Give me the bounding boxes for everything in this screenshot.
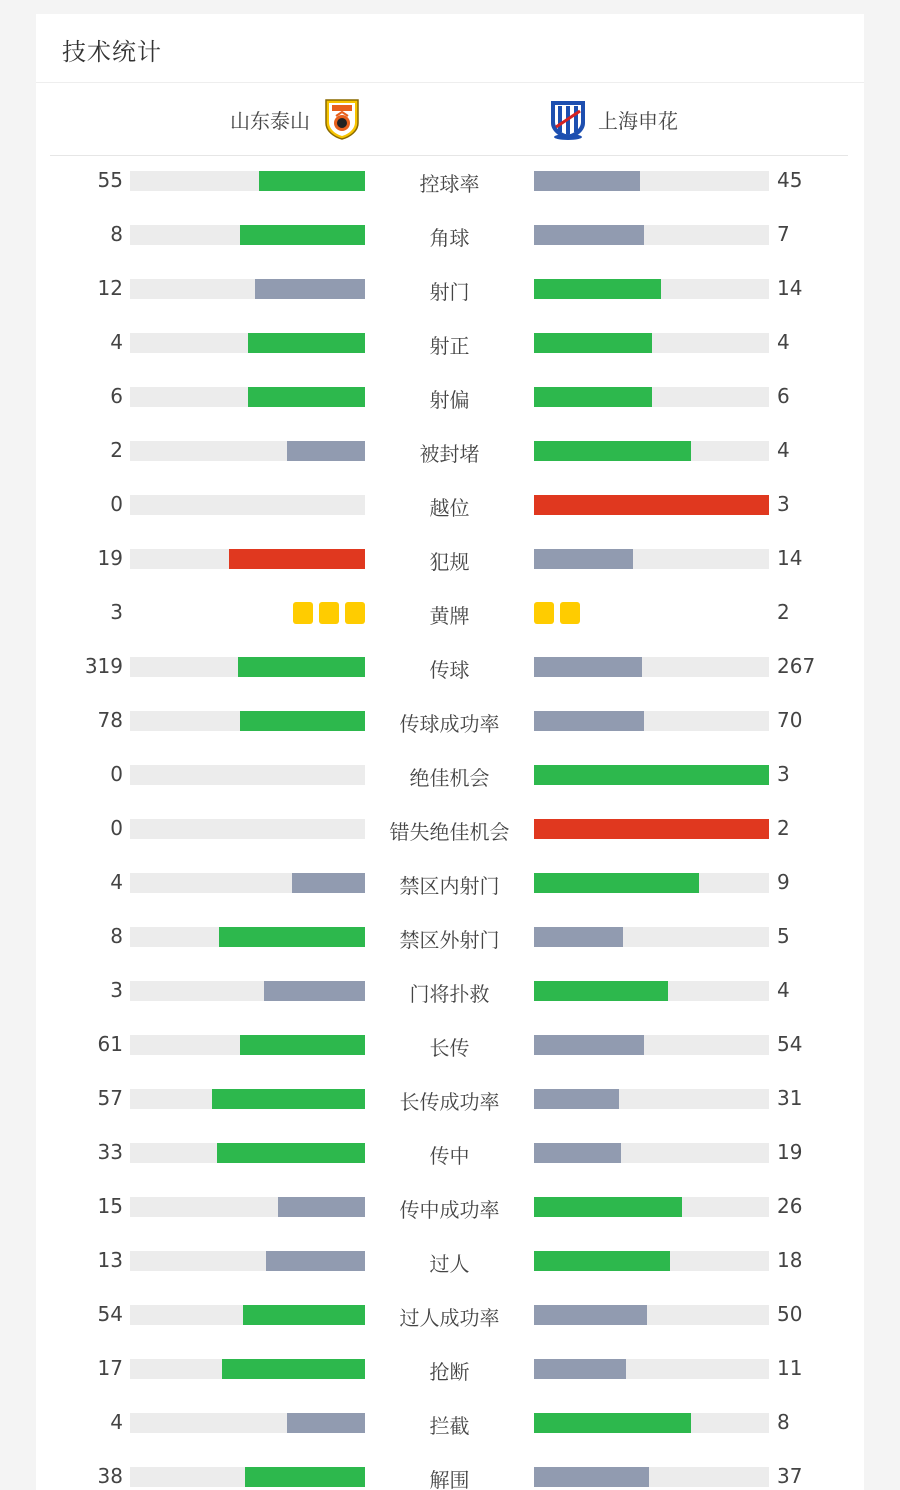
away-stat-bar-fill bbox=[534, 1089, 619, 1109]
stat-label: 禁区外射门 bbox=[399, 928, 500, 952]
away-stat-bar-track bbox=[534, 1035, 769, 1055]
home-stat-bar-fill bbox=[240, 225, 365, 245]
away-stat-bar-track bbox=[534, 765, 769, 785]
away-stat-bar-track bbox=[534, 1359, 769, 1379]
away-stat-value: 9 bbox=[777, 870, 790, 894]
away-stat-value: 70 bbox=[777, 708, 803, 732]
stat-label: 抢断 bbox=[429, 1360, 470, 1384]
stat-label: 过人成功率 bbox=[399, 1306, 500, 1330]
home-stat-value: 17 bbox=[97, 1356, 123, 1380]
home-stat-bar-track bbox=[130, 279, 365, 299]
home-stat-value: 0 bbox=[110, 492, 123, 516]
home-stat-value: 319 bbox=[84, 654, 123, 678]
home-stat-bar-track bbox=[130, 333, 365, 353]
away-stat-value: 4 bbox=[777, 330, 790, 354]
home-stat-bar-fill bbox=[278, 1197, 365, 1217]
away-stat-bar-track bbox=[534, 873, 769, 893]
stat-label: 长传 bbox=[429, 1036, 470, 1060]
home-stat-value: 6 bbox=[110, 384, 123, 408]
home-stat-bar-fill bbox=[229, 549, 365, 569]
away-stat-value: 31 bbox=[777, 1086, 803, 1110]
stat-row bbox=[36, 1396, 864, 1450]
home-stat-value: 2 bbox=[110, 438, 123, 462]
away-stat-bar-fill bbox=[534, 1413, 691, 1433]
away-stat-bar-track bbox=[534, 657, 769, 677]
home-stat-bar-track bbox=[130, 765, 365, 785]
home-stat-bar-fill bbox=[248, 387, 366, 407]
home-stat-value: 78 bbox=[97, 708, 123, 732]
away-stat-bar-fill bbox=[534, 1305, 647, 1325]
shanghai-shenhua-crest-icon bbox=[546, 97, 590, 141]
home-stat-bar-track bbox=[130, 1251, 365, 1271]
stat-label: 错失绝佳机会 bbox=[389, 820, 510, 844]
home-stat-bar-fill bbox=[238, 657, 365, 677]
away-stat-bar-track bbox=[534, 549, 769, 569]
home-stat-value: 4 bbox=[110, 870, 123, 894]
away-stat-value: 11 bbox=[777, 1356, 803, 1380]
away-stat-value: 2 bbox=[777, 600, 790, 624]
home-stat-bar-fill bbox=[266, 1251, 365, 1271]
teams-header bbox=[50, 83, 848, 156]
home-stat-bar-track bbox=[130, 1359, 365, 1379]
stat-row bbox=[36, 1018, 864, 1072]
stat-row bbox=[36, 910, 864, 964]
home-stat-bar-fill bbox=[240, 1035, 365, 1055]
home-stat-value: 8 bbox=[110, 924, 123, 948]
stat-row bbox=[36, 1234, 864, 1288]
away-stat-bar-fill bbox=[534, 657, 642, 677]
home-stat-bar-track bbox=[130, 819, 365, 839]
away-stat-value: 54 bbox=[777, 1032, 803, 1056]
home-stat-value: 0 bbox=[110, 816, 123, 840]
away-stat-value: 5 bbox=[777, 924, 790, 948]
home-stat-bar-track bbox=[130, 873, 365, 893]
stat-row bbox=[36, 694, 864, 748]
away-stat-value: 2 bbox=[777, 816, 790, 840]
away-stat-bar-fill bbox=[534, 549, 633, 569]
stat-row bbox=[36, 1072, 864, 1126]
away-stat-bar-track bbox=[534, 711, 769, 731]
home-stat-bar-track bbox=[130, 495, 365, 515]
home-stat-bar-fill bbox=[259, 171, 365, 191]
away-stat-value: 7 bbox=[777, 222, 790, 246]
shandong-taishan-crest-icon bbox=[320, 97, 364, 141]
away-stat-bar-fill bbox=[534, 279, 661, 299]
home-stat-bar-track bbox=[130, 1143, 365, 1163]
home-stat-bar-track bbox=[130, 657, 365, 677]
stat-row bbox=[36, 154, 864, 208]
away-stat-bar-fill bbox=[534, 441, 691, 461]
stat-row bbox=[36, 370, 864, 424]
away-stat-bar-track bbox=[534, 1305, 769, 1325]
home-stat-bar-fill bbox=[287, 441, 365, 461]
stat-label: 被封堵 bbox=[419, 442, 480, 466]
home-stat-bar-track bbox=[130, 1035, 365, 1055]
away-stat-bar-track bbox=[534, 1143, 769, 1163]
home-stat-bar-fill bbox=[264, 981, 365, 1001]
stat-row bbox=[36, 1126, 864, 1180]
stat-label: 拦截 bbox=[429, 1414, 470, 1438]
home-stat-bar-track bbox=[130, 171, 365, 191]
away-team-name: 上海申花 bbox=[598, 108, 678, 133]
stat-label: 长传成功率 bbox=[399, 1090, 500, 1114]
stat-label: 传球成功率 bbox=[399, 712, 500, 736]
away-stat-bar-fill bbox=[534, 765, 769, 785]
home-stat-value: 61 bbox=[97, 1032, 123, 1056]
away-stat-bar-fill bbox=[534, 1035, 644, 1055]
yellow-card-icon bbox=[534, 602, 554, 624]
away-stat-bar-track bbox=[534, 1467, 769, 1487]
stat-label: 射正 bbox=[429, 334, 470, 358]
stat-row bbox=[36, 316, 864, 370]
away-stat-value: 19 bbox=[777, 1140, 803, 1164]
home-stat-bar-fill bbox=[243, 1305, 365, 1325]
stats-list bbox=[36, 154, 864, 1490]
stat-row bbox=[36, 802, 864, 856]
home-stat-value: 33 bbox=[97, 1140, 123, 1164]
stat-row bbox=[36, 748, 864, 802]
home-stat-bar-fill bbox=[240, 711, 365, 731]
home-stat-value: 13 bbox=[97, 1248, 123, 1272]
stat-label: 黄牌 bbox=[429, 604, 470, 628]
home-stat-value: 8 bbox=[110, 222, 123, 246]
home-stat-bar-fill bbox=[245, 1467, 365, 1487]
away-stat-bar-fill bbox=[534, 387, 652, 407]
away-stat-bar-fill bbox=[534, 333, 652, 353]
home-stat-bar-fill bbox=[212, 1089, 365, 1109]
away-stat-bar-track bbox=[534, 1089, 769, 1109]
match-stats-card bbox=[36, 14, 864, 1490]
home-stat-bar-track bbox=[130, 927, 365, 947]
away-stat-bar-track bbox=[534, 981, 769, 1001]
home-team[interactable] bbox=[230, 97, 364, 141]
home-stat-bar-fill bbox=[217, 1143, 365, 1163]
home-stat-value: 55 bbox=[97, 168, 123, 192]
away-stat-bar-fill bbox=[534, 819, 769, 839]
home-yellow-cards bbox=[293, 602, 365, 624]
yellow-card-icon bbox=[560, 602, 580, 624]
home-team-name: 山东泰山 bbox=[230, 108, 310, 133]
home-stat-bar-track bbox=[130, 1305, 365, 1325]
stat-label: 门将扑救 bbox=[409, 982, 490, 1006]
away-stat-value: 6 bbox=[777, 384, 790, 408]
stat-label: 绝佳机会 bbox=[409, 766, 490, 790]
away-stat-bar-fill bbox=[534, 927, 623, 947]
stat-row bbox=[36, 1342, 864, 1396]
stat-label: 角球 bbox=[429, 226, 470, 250]
home-stat-value: 38 bbox=[97, 1464, 123, 1488]
home-stat-value: 3 bbox=[110, 978, 123, 1002]
away-stat-bar-track bbox=[534, 387, 769, 407]
away-stat-bar-fill bbox=[534, 981, 668, 1001]
stat-row bbox=[36, 1450, 864, 1490]
home-stat-bar-track bbox=[130, 1467, 365, 1487]
away-stat-bar-fill bbox=[534, 873, 699, 893]
home-stat-value: 3 bbox=[110, 600, 123, 624]
away-stat-value: 4 bbox=[777, 438, 790, 462]
away-yellow-cards bbox=[534, 602, 580, 624]
away-stat-bar-fill bbox=[534, 1467, 649, 1487]
away-stat-bar-fill bbox=[534, 1143, 621, 1163]
home-stat-bar-track bbox=[130, 441, 365, 461]
stat-row bbox=[36, 1180, 864, 1234]
home-stat-value: 4 bbox=[110, 1410, 123, 1434]
home-stat-value: 12 bbox=[97, 276, 123, 300]
stat-row bbox=[36, 640, 864, 694]
home-stat-bar-track bbox=[130, 1089, 365, 1109]
yellow-card-icon bbox=[293, 602, 313, 624]
away-stat-bar-track bbox=[534, 225, 769, 245]
away-stat-bar-track bbox=[534, 1251, 769, 1271]
away-stat-value: 18 bbox=[777, 1248, 803, 1272]
away-stat-bar-fill bbox=[534, 225, 644, 245]
stat-label: 传中 bbox=[429, 1144, 470, 1168]
home-stat-bar-fill bbox=[255, 279, 365, 299]
stat-label: 射偏 bbox=[429, 388, 470, 412]
away-stat-bar-fill bbox=[534, 711, 644, 731]
home-stat-value: 0 bbox=[110, 762, 123, 786]
away-stat-value: 267 bbox=[777, 654, 816, 678]
section-title: 技术统计 bbox=[62, 38, 162, 66]
home-stat-bar-track bbox=[130, 1413, 365, 1433]
stat-row bbox=[36, 262, 864, 316]
away-team[interactable] bbox=[546, 97, 678, 141]
home-stat-value: 15 bbox=[97, 1194, 123, 1218]
home-stat-bar-fill bbox=[287, 1413, 365, 1433]
stat-row bbox=[36, 1288, 864, 1342]
home-stat-bar-track bbox=[130, 387, 365, 407]
stat-label: 解围 bbox=[429, 1468, 470, 1490]
home-stat-bar-fill bbox=[222, 1359, 365, 1379]
away-stat-bar-fill bbox=[534, 171, 640, 191]
home-stat-bar-track bbox=[130, 549, 365, 569]
stat-label: 越位 bbox=[429, 496, 470, 520]
stat-label: 禁区内射门 bbox=[399, 874, 500, 898]
stat-label: 传中成功率 bbox=[399, 1198, 500, 1222]
home-stat-bar-fill bbox=[248, 333, 366, 353]
away-stat-value: 8 bbox=[777, 1410, 790, 1434]
stat-label: 射门 bbox=[429, 280, 470, 304]
away-stat-bar-track bbox=[534, 279, 769, 299]
home-stat-value: 57 bbox=[97, 1086, 123, 1110]
stat-label: 控球率 bbox=[419, 172, 480, 196]
away-stat-value: 14 bbox=[777, 546, 803, 570]
away-stat-bar-track bbox=[534, 171, 769, 191]
home-stat-value: 4 bbox=[110, 330, 123, 354]
stat-row bbox=[36, 586, 864, 640]
stat-row bbox=[36, 856, 864, 910]
stat-label: 传球 bbox=[429, 658, 470, 682]
card-header bbox=[36, 14, 864, 83]
home-stat-bar-track bbox=[130, 225, 365, 245]
stat-row bbox=[36, 208, 864, 262]
home-stat-bar-track bbox=[130, 711, 365, 731]
away-stat-bar-track bbox=[534, 333, 769, 353]
yellow-card-icon bbox=[345, 602, 365, 624]
away-stat-bar-fill bbox=[534, 1197, 682, 1217]
away-stat-value: 4 bbox=[777, 978, 790, 1002]
away-stat-value: 45 bbox=[777, 168, 803, 192]
away-stat-value: 37 bbox=[777, 1464, 803, 1488]
away-stat-bar-fill bbox=[534, 1359, 626, 1379]
yellow-card-icon bbox=[319, 602, 339, 624]
away-stat-bar-fill bbox=[534, 1251, 670, 1271]
away-stat-bar-track bbox=[534, 441, 769, 461]
stat-row bbox=[36, 424, 864, 478]
stat-row bbox=[36, 478, 864, 532]
home-stat-bar-track bbox=[130, 1197, 365, 1217]
away-stat-bar-track bbox=[534, 1197, 769, 1217]
stat-row bbox=[36, 532, 864, 586]
home-stat-value: 19 bbox=[97, 546, 123, 570]
away-stat-bar-track bbox=[534, 819, 769, 839]
home-stat-bar-track bbox=[130, 981, 365, 1001]
away-stat-value: 14 bbox=[777, 276, 803, 300]
stat-label: 犯规 bbox=[429, 550, 470, 574]
stat-row bbox=[36, 964, 864, 1018]
away-stat-value: 3 bbox=[777, 762, 790, 786]
home-stat-value: 54 bbox=[97, 1302, 123, 1326]
away-stat-bar-track bbox=[534, 927, 769, 947]
stat-label: 过人 bbox=[429, 1252, 470, 1276]
away-stat-bar-fill bbox=[534, 495, 769, 515]
away-stat-value: 50 bbox=[777, 1302, 803, 1326]
home-stat-bar-fill bbox=[219, 927, 365, 947]
away-stat-value: 26 bbox=[777, 1194, 803, 1218]
home-stat-bar-fill bbox=[292, 873, 365, 893]
away-stat-bar-track bbox=[534, 1413, 769, 1433]
away-stat-value: 3 bbox=[777, 492, 790, 516]
away-stat-bar-track bbox=[534, 495, 769, 515]
